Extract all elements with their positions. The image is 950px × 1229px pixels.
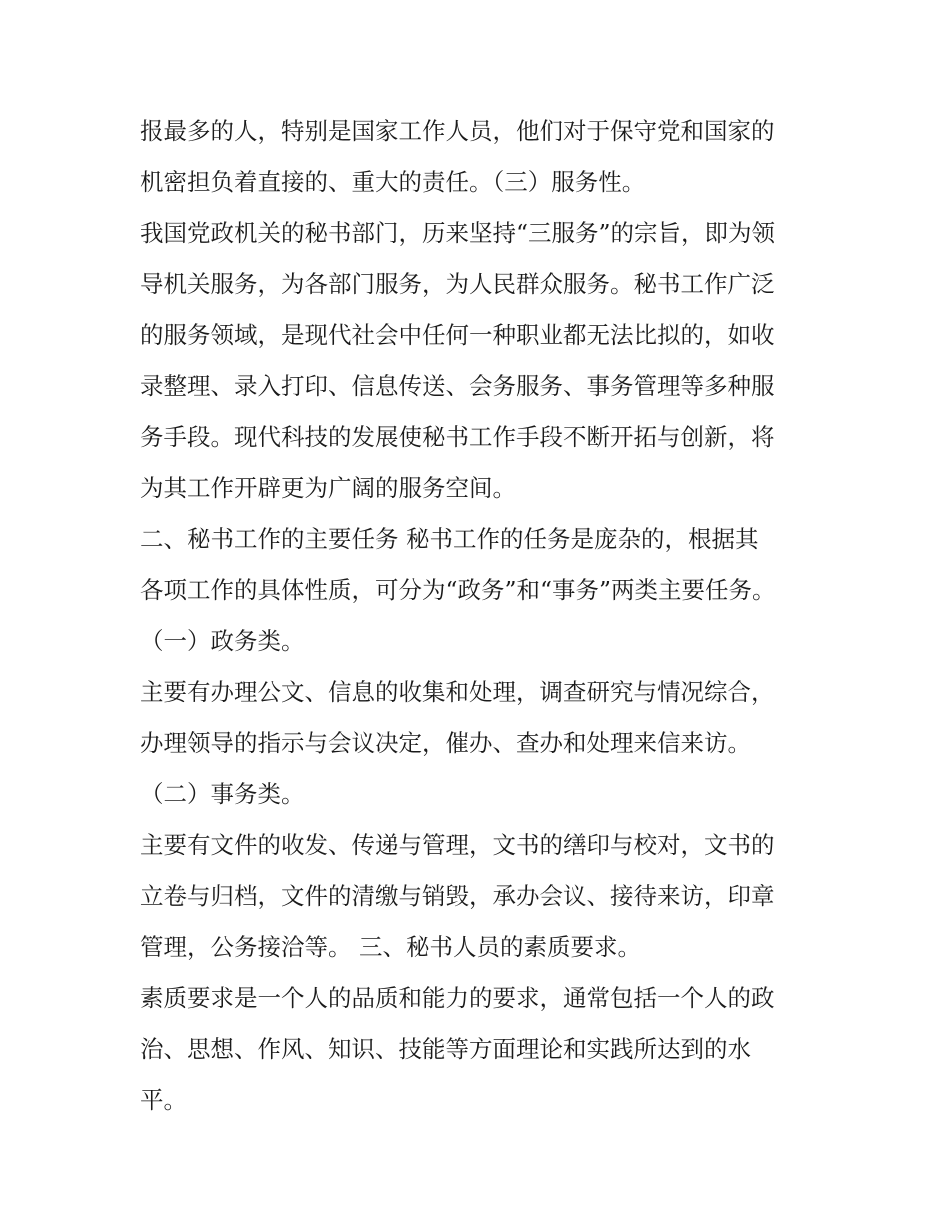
text-line: 为其工作开辟更为广阔的服务空间。 xyxy=(140,474,516,502)
text-line: 素质要求是一个人的品质和能力的要求，通常包括一个人的政 xyxy=(140,984,775,1012)
section-heading-line: 二、秘书工作的主要任务 秘书工作的任务是庞杂的，根据其 xyxy=(140,525,759,553)
text-line: 平。 xyxy=(140,1086,187,1114)
subsection-heading: （二）事务类。 xyxy=(140,780,305,808)
document-body xyxy=(140,106,820,1126)
subsection-heading: （一）政务类。 xyxy=(140,627,305,655)
text-line: 导机关服务，为各部门服务，为人民群众服务。秘书工作广泛 xyxy=(140,270,775,298)
text-line: 主要有文件的收发、传递与管理，文书的缮印与校对，文书的 xyxy=(140,831,775,859)
text-line: 治、思想、作风、知识、技能等方面理论和实践所达到的水 xyxy=(140,1035,751,1063)
text-line: 立卷与归档，文件的清缴与销毁，承办会议、接待来访，印章 xyxy=(140,882,775,910)
text-line: 机密担负着直接的、重大的责任。（三）服务性。 xyxy=(140,168,646,196)
text-line: 我国党政机关的秘书部门，历来坚持“三服务”的宗旨，即为领 xyxy=(140,219,776,247)
text-line: 办理领导的指示与会议决定，催办、查办和处理来信来访。 xyxy=(140,729,751,757)
text-line: 主要有办理公文、信息的收集和处理，调查研究与情况综合， xyxy=(140,678,775,706)
text-line: 录整理、录入打印、信息传送、会务服务、事务管理等多种服 xyxy=(140,372,775,400)
text-line: 管理，公务接洽等。 三、秘书人员的素质要求。 xyxy=(140,933,641,961)
text-line: 务手段。现代科技的发展使秘书工作手段不断开拓与创新，将 xyxy=(140,423,775,451)
text-line: 的服务领域，是现代社会中任何一种职业都无法比拟的，如收 xyxy=(140,321,775,349)
text-line: 报最多的人，特别是国家工作人员，他们对于保守党和国家的 xyxy=(140,117,775,145)
text-line: 各项工作的具体性质，可分为“政务”和“事务”两类主要任务。 xyxy=(140,576,776,604)
